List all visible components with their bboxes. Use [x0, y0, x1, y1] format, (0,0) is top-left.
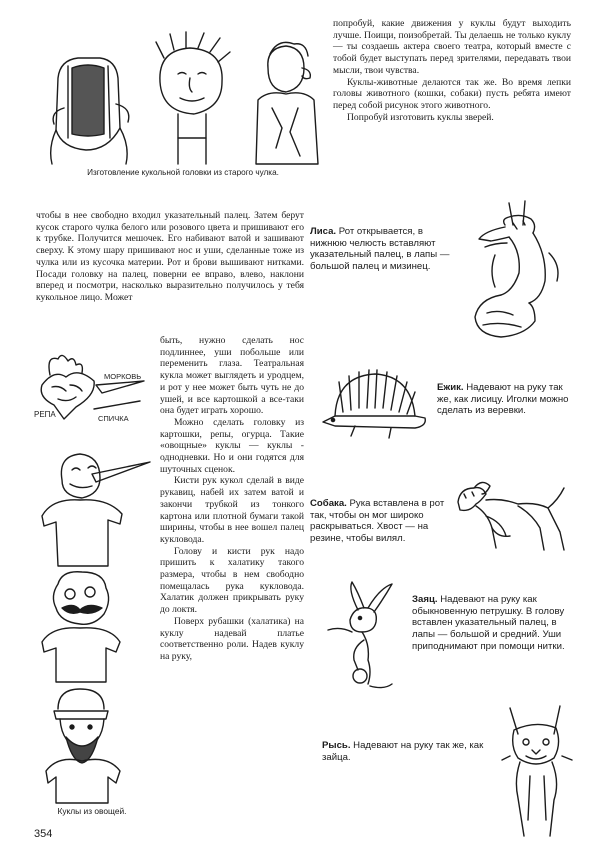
- stocking-head-illustration: [38, 38, 328, 168]
- lynx-puppet-drawing: [500, 700, 575, 840]
- carrot-label: МОРКОВЬ: [104, 372, 142, 381]
- dog-puppet-drawing: [452, 480, 577, 560]
- lynx-name: Рысь.: [322, 740, 351, 751]
- hedgehog-name: Ежик.: [437, 382, 464, 393]
- hare-text: Надевают на руку как обыкновенную петрушку. В голову вставлен указательный палец, в лапы — большой и средний. Уши приподнимают при помощи нитки.: [412, 594, 565, 652]
- fox-puppet-drawing: [465, 195, 570, 345]
- lynx-description: [322, 740, 502, 763]
- hedgehog-puppet-drawing: [315, 366, 435, 446]
- dog-name: Собака.: [310, 498, 347, 509]
- column-paragraph-3: Кисти рук кукол сделай в виде рукавиц, набей их затем ватой и закончи трубкой из тонкого картона или плотной бумаги такой ширины, чтобы в нее вошел палец кукловода.: [160, 475, 304, 545]
- right-top-paragraph-1: попробуй, какие движения у куклы будут выходить лучше. Поищи, поизобретай. Ты делаешь не только куклу — ты создаешь актера своего театра, который вместе с тобой будет выступать перед зрителями, передавать твои мысли, твои чувства.: [333, 18, 571, 76]
- lynx-text: Надевают на руку так же, как зайца.: [322, 740, 484, 763]
- hare-puppet-drawing: [318, 580, 413, 695]
- page-number: 354: [34, 828, 53, 840]
- potato-mustache-puppet-drawing: [42, 572, 120, 682]
- top-figure-caption: Изготовление кукольной головки из старого чулка.: [87, 168, 279, 177]
- vegetable-puppets-caption: Куклы из овощей.: [57, 806, 127, 816]
- right-top-text: [333, 18, 571, 123]
- column-paragraph-1: быть, нужно сделать нос подлиннее, уши побольше или переменить глаза. Театральная кукла может выглядеть и уродцем, и рот у нее может быть чуть не до ушей, и все картошкой а все-таки она будет играть хорошо.: [160, 335, 304, 417]
- column-paragraph-4: Голову и кисти рук надо пришить к халатику такого размера, чтобы в нем свободно помещалась рука кукловода. Халатик должен прикрывать руку до локтя.: [160, 545, 304, 616]
- match-label: СПИЧКА: [98, 414, 129, 423]
- column-paragraph-5: Поверх рубашки (халатика) на куклу надевай платье соответственно роли. Надев куклу на руку,: [160, 615, 304, 662]
- hare-description: [412, 594, 574, 653]
- narrow-column-text: [160, 335, 304, 663]
- hand-with-tube-drawing: [51, 58, 129, 164]
- hedgehog-text: Надевают на руку так же, как лисицу. Иголки можно сделать из веревки.: [437, 382, 569, 417]
- dog-description: [310, 498, 450, 545]
- hedgehog-description: [437, 382, 575, 417]
- fox-name: Лиса.: [310, 226, 337, 237]
- finished-head-drawing: [256, 42, 318, 164]
- fox-description: [310, 226, 458, 273]
- dog-text: Рука вставлена в рот так, чтобы он мог широко раскрываться. Хвост — на резине, чтобы вилял.: [310, 498, 445, 545]
- potato-long-nose-puppet-drawing: [42, 454, 150, 566]
- middle-text-block: [36, 210, 304, 304]
- bearded-puppet-drawing: [46, 689, 120, 803]
- stuffed-head-drawing: [156, 32, 230, 164]
- turnip-label: РЕПА: [34, 410, 56, 419]
- right-top-paragraph-2: Куклы-животные делаются так же. Во время лепки головы животного (кошки, собаки) пусть ребята имеют перед собой рисунок этого животного.: [333, 76, 571, 111]
- middle-paragraph: чтобы в нее свободно входил указательный палец. Затем берут кусок старого чулка белого или розового цвета и пришивают его к трубке. Получится мешочек. Его набивают ватой и зашивают сверху. К этому шару пришивают нос и уши, сделанные тоже из чулка или из кусочка материи. Рот и брови вышивают нитками. Посади головку на палец, поверни ее вправо, влево, наклони вперед и посмотри, насколько выразительно получилось у тебя кукольное лицо. Может: [36, 210, 304, 303]
- column-paragraph-2: Можно сделать головку из картошки, репы, огурца. Такие «овощные» куклы — куклы - однодневки. Но и они годятся для шуточных сценок.: [160, 416, 304, 475]
- turnip-carrot-match-drawing: [34, 355, 144, 423]
- vegetable-puppets-illustration: [32, 355, 157, 810]
- hare-name: Заяц.: [412, 594, 438, 605]
- right-top-paragraph-3: Попробуй изготовить куклы зверей.: [347, 111, 494, 123]
- fox-text: Рот открывается, в нижнюю челюсть вставляют указательный палец, в лапы — большой палец и мизинец.: [310, 226, 450, 273]
